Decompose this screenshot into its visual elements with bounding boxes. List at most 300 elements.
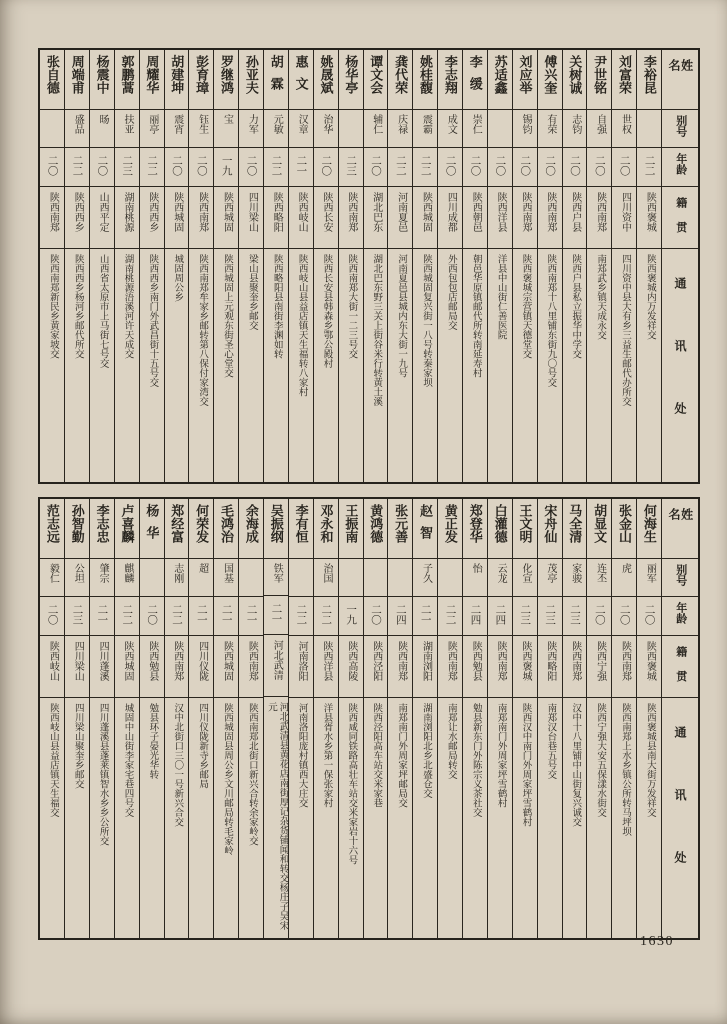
person-age: 二一: [90, 597, 114, 636]
person-age: 二〇: [513, 148, 537, 187]
person-native-place: 陕西长安: [314, 187, 338, 249]
person-entry: [139, 499, 164, 938]
person-name: 何海生: [637, 499, 661, 559]
person-entry: [263, 499, 288, 938]
person-address: 南郑南门外周家坪邮局交: [396, 703, 407, 808]
person-age: 二〇: [587, 597, 611, 636]
person-name: 杨震中: [90, 50, 114, 110]
person-name: 范志远: [40, 499, 64, 559]
person-alias: 化宣: [513, 559, 537, 597]
person-name: 李缓: [463, 50, 487, 110]
person-address: 湖南桃源浯溪河许天成交: [122, 254, 133, 359]
header-age: 年龄: [662, 597, 698, 636]
person-alias: 志刚: [165, 559, 189, 597]
person-native-place: 湖北巴东: [364, 187, 388, 249]
person-entry: [313, 50, 338, 482]
person-name: 周耀华: [140, 50, 164, 110]
person-address: 四川仪陇新寺乡邮局: [197, 703, 208, 789]
person-age: 二〇: [538, 148, 562, 187]
person-native-place: 陕西南郑: [538, 187, 562, 249]
person-entry: [288, 499, 313, 938]
person-address: 四川资中县大有乡三益生邮代办所交: [619, 254, 630, 406]
person-alias: [140, 559, 164, 597]
person-name: 吴振纲: [264, 499, 288, 559]
person-alias: [289, 559, 313, 597]
table-header-column: [661, 499, 698, 938]
person-native-place: 河南夏邑: [388, 187, 412, 249]
person-address: 陕西褒城宗营镇天德堂交: [520, 254, 531, 359]
person-entry: [487, 50, 512, 482]
person-entry: [412, 499, 437, 938]
person-entry: [40, 499, 64, 938]
person-age: 二〇: [364, 597, 388, 636]
person-alias: 毅仁: [40, 559, 64, 597]
table-header-column: [661, 50, 698, 482]
person-entry: [64, 50, 89, 482]
person-alias: 扶亚: [115, 110, 139, 148]
person-entry: [313, 499, 338, 938]
person-address: 洋县中山街仁善医院: [495, 254, 506, 340]
person-address: 陕西岐山县益店镇天生福转八家村: [296, 254, 307, 397]
person-name: 郑经富: [165, 499, 189, 559]
person-entry: [586, 50, 611, 482]
header-address: 通讯处: [673, 277, 687, 465]
person-address: 陕西西乡杨河乡邮代所交: [72, 254, 83, 359]
person-name: 张元善: [388, 499, 412, 559]
person-address: 陕西南郑北街口新兴合转余家岭交: [246, 703, 257, 846]
person-native-place: 河南洛阳: [289, 636, 313, 698]
person-age: 二二: [438, 597, 462, 636]
person-age: 二〇: [488, 148, 512, 187]
person-name: 邓永和: [314, 499, 338, 559]
person-name: 黄正发: [438, 499, 462, 559]
person-name: 张金山: [612, 499, 636, 559]
person-native-place: 陕西城固: [115, 636, 139, 698]
person-age: 二四: [463, 597, 487, 636]
person-address: 陕西褒城县南大街万发祥交: [644, 703, 655, 817]
person-native-place: 陕西南郑: [488, 636, 512, 698]
person-entry: [387, 499, 412, 938]
person-native-place: 四川仪陇: [189, 636, 213, 698]
person-address: 南郑汉台巷五号交: [545, 703, 556, 779]
person-alias: 辅仁: [364, 110, 388, 148]
person-entry: [387, 50, 412, 482]
person-name: 王文明: [513, 499, 537, 559]
person-age: 二一: [214, 597, 238, 636]
person-alias: 肇宗: [90, 559, 114, 597]
person-alias: 国基: [214, 559, 238, 597]
person-name: 毛鸿治: [214, 499, 238, 559]
person-entry: [238, 499, 263, 938]
person-age: 二二: [388, 148, 412, 187]
person-address: 陕西西乡南门外武昌街十五号交: [147, 254, 158, 387]
person-age: 二二: [115, 597, 139, 636]
person-entry: [487, 499, 512, 938]
person-alias: 子久: [413, 559, 437, 597]
person-age: 二〇: [637, 597, 661, 636]
person-name: 刘富荣: [612, 50, 636, 110]
person-alias: 丽军: [637, 559, 661, 597]
person-native-place: 陕西城固: [214, 187, 238, 249]
person-name: 李裕昆: [637, 50, 661, 110]
person-age: 二二: [65, 148, 89, 187]
person-address: 湖北巴东野三关上街谷米行转黄土溪: [371, 254, 382, 406]
person-age: 二〇: [612, 148, 636, 187]
person-alias: 庆禄: [388, 110, 412, 148]
person-address: 南郑南门外周家坪雪鹤村: [495, 703, 506, 808]
person-address: 河南洛阳庞村镇西大庄交: [296, 703, 307, 808]
person-alias: 锡钧: [513, 110, 537, 148]
person-entry: [562, 499, 587, 938]
person-age: 二〇: [612, 597, 636, 636]
person-name: 孙亚夫: [239, 50, 263, 110]
person-entry: [288, 50, 313, 482]
person-entry: [40, 50, 64, 482]
person-native-place: 陕西岐山: [289, 187, 313, 249]
person-age: 二〇: [364, 148, 388, 187]
person-native-place: 四川梁山: [65, 636, 89, 698]
person-address: 南郑武乡镇天成永交: [595, 254, 606, 340]
person-age: 二〇: [463, 148, 487, 187]
person-age: 二〇: [90, 148, 114, 187]
person-address: 朝邑华原镇邮代所转南延寿村: [470, 254, 481, 378]
person-entry: [512, 499, 537, 938]
header-native: 籍贯: [662, 636, 698, 698]
person-address: 梁山县聚奎乡邮交: [246, 254, 257, 330]
person-entry: [114, 50, 139, 482]
person-alias: 力军: [239, 110, 263, 148]
person-name: 彭育璋: [189, 50, 213, 110]
person-age: 二〇: [438, 148, 462, 187]
person-entry: [89, 499, 114, 938]
person-age: 二二: [637, 148, 661, 187]
person-alias: [438, 559, 462, 597]
person-native-place: 陕西泾阳: [364, 636, 388, 698]
header-alias: 别号: [662, 559, 698, 597]
header-native: 籍贯: [662, 187, 698, 249]
person-native-place: 陕西南郑: [587, 187, 611, 249]
person-alias: 连丕: [587, 559, 611, 597]
person-native-place: 陕西户县: [563, 187, 587, 249]
person-age: 二一: [289, 148, 313, 187]
person-name: 惠文: [289, 50, 313, 110]
person-entry: [89, 50, 114, 482]
person-entry: [139, 50, 164, 482]
person-native-place: 陕西城固: [413, 187, 437, 249]
person-name: 胡霖: [264, 50, 288, 110]
person-native-place: 陕西岐山: [40, 636, 64, 698]
person-age: 二三: [115, 148, 139, 187]
person-name: 苏适鑫: [488, 50, 512, 110]
person-name: 郑登华: [463, 499, 487, 559]
person-native-place: 陕西略阳: [538, 636, 562, 698]
person-alias: [40, 110, 64, 148]
person-entry: [164, 50, 189, 482]
person-name: 罗继鸿: [214, 50, 238, 110]
directory-table-top: [38, 48, 700, 484]
person-age: 二三: [65, 597, 89, 636]
person-address: 陕西南郑十八里铺东街九〇号交: [545, 254, 556, 387]
person-alias: 世权: [612, 110, 636, 148]
person-alias: 治华: [314, 110, 338, 148]
person-age: 二〇: [189, 148, 213, 187]
person-address: 四川梁山聚奎乡邮交: [72, 703, 83, 789]
person-age: 二二: [289, 597, 313, 636]
person-address: 陕西户县私立振华中学交: [570, 254, 581, 359]
person-alias: 怡: [463, 559, 487, 597]
person-alias: 宝: [214, 110, 238, 148]
person-name: 余海成: [239, 499, 263, 559]
person-alias: 铁军: [264, 559, 288, 597]
person-native-place: 四川蓬溪: [90, 636, 114, 698]
person-native-place: 陕西南郑: [612, 636, 636, 698]
header-address: 通讯处: [673, 726, 687, 914]
person-age: 二一: [239, 597, 263, 636]
person-address: 勉县新东门外陈宗义茶社交: [470, 703, 481, 817]
person-name: 白灌德: [488, 499, 512, 559]
person-native-place: 陕西朝邑: [463, 187, 487, 249]
person-entry: [363, 499, 388, 938]
person-name: 李有恒: [289, 499, 313, 559]
person-native-place: 陕西褒城: [637, 636, 661, 698]
person-age: 二〇: [563, 148, 587, 187]
person-alias: 公坦: [65, 559, 89, 597]
person-address: 城固周公乡: [172, 254, 183, 302]
person-entry: [363, 50, 388, 482]
person-alias: [239, 559, 263, 597]
person-age: 二二: [413, 148, 437, 187]
person-native-place: 陕西褒城: [637, 187, 661, 249]
person-entry: [537, 50, 562, 482]
person-address: 汉中十八里铺中山街复兴诚交: [570, 703, 581, 827]
person-entry: [188, 499, 213, 938]
person-native-place: 陕西南郑: [40, 187, 64, 249]
person-address: 陕西汉中南门外周家坪雪鹤村: [520, 703, 531, 827]
person-age: 二二: [165, 597, 189, 636]
person-alias: 有荣: [538, 110, 562, 148]
person-entry: [611, 50, 636, 482]
person-address: 河南夏邑县城内东大街一九号: [396, 254, 407, 378]
person-age: 二四: [488, 597, 512, 636]
person-native-place: 陕西南郑: [339, 187, 363, 249]
person-alias: 钰生: [189, 110, 213, 148]
person-name: 李志翔: [438, 50, 462, 110]
person-name: 姚晟斌: [314, 50, 338, 110]
person-entry: [263, 50, 288, 482]
person-entry: [437, 50, 462, 482]
person-name: 胡建坤: [165, 50, 189, 110]
person-name: 杨华: [140, 499, 164, 559]
person-address: 陕西长安县韩森乡鄂公殿村: [321, 254, 332, 368]
person-name: 李志忠: [90, 499, 114, 559]
person-address: 陕西城固县周公乡文川邮局转毛家岭: [221, 703, 232, 855]
person-alias: [488, 110, 512, 148]
person-alias: 麒麟: [115, 559, 139, 597]
person-entry: [213, 50, 238, 482]
person-age: 二三: [538, 597, 562, 636]
person-name: 胡显文: [587, 499, 611, 559]
person-age: 二四: [388, 597, 412, 636]
person-alias: 云龙: [488, 559, 512, 597]
person-address: 陕西南郑牟家乡邮转第八保付家湾交: [197, 254, 208, 406]
person-entry: [512, 50, 537, 482]
person-address: 陕西南郑大街一二三号交: [346, 254, 357, 359]
person-address: 勉县环子晏光华转: [147, 703, 158, 779]
person-entry: [238, 50, 263, 482]
person-alias: 盛品: [65, 110, 89, 148]
person-native-place: 陕西高陵: [339, 636, 363, 698]
person-native-place: 陕西洋县: [488, 187, 512, 249]
person-name: 姚桂馥: [413, 50, 437, 110]
person-name: 杨华亭: [339, 50, 363, 110]
page-number: 1630: [640, 934, 674, 949]
person-entry: [412, 50, 437, 482]
person-address: 洋县胥水乡第一保张家村: [321, 703, 332, 808]
person-native-place: 陕西勉县: [463, 636, 487, 698]
person-address: 陕西咸同铁路高壮车站交米家岩十六号: [346, 703, 357, 865]
person-native-place: 陕西南郑: [438, 636, 462, 698]
person-name: 郭鹏蒿: [115, 50, 139, 110]
person-age: 二〇: [40, 597, 64, 636]
person-age: 二一: [264, 596, 288, 635]
person-entry: [611, 499, 636, 938]
person-entry: [213, 499, 238, 938]
person-name: 尹世铭: [587, 50, 611, 110]
person-address: 陕西宁强大安五保漾水街交: [595, 703, 606, 817]
person-name: 孙智勤: [65, 499, 89, 559]
person-alias: 志钧: [563, 110, 587, 148]
header-age: 年龄: [662, 148, 698, 187]
person-native-place: 陕西城固: [165, 187, 189, 249]
person-alias: [637, 110, 661, 148]
person-address: 汉中北街口三〇一号新兴合交: [172, 703, 183, 827]
person-age: 二〇: [239, 148, 263, 187]
person-name: 王振南: [339, 499, 363, 559]
person-name: 何荣发: [189, 499, 213, 559]
person-address: 陕西泾阳高车站交米家巷: [371, 703, 382, 808]
person-native-place: 湖南浏阳: [413, 636, 437, 698]
person-address: 南郑让水邮局转交: [445, 703, 456, 779]
person-name: 关树诚: [563, 50, 587, 110]
person-entry: [562, 50, 587, 482]
person-address: 陕西城固复兴街一八号转秦家坝: [420, 254, 431, 387]
person-name: 周端甫: [65, 50, 89, 110]
person-age: 二〇: [40, 148, 64, 187]
person-native-place: 陕西勉县: [140, 636, 164, 698]
person-age: 二一: [413, 597, 437, 636]
person-alias: 自强: [587, 110, 611, 148]
person-age: 二三: [339, 148, 363, 187]
person-age: 二〇: [587, 148, 611, 187]
person-native-place: 陕西西乡: [140, 187, 164, 249]
person-address: 陕西南郑上水乡镇公所转马坪坝: [619, 703, 630, 836]
person-entry: [537, 499, 562, 938]
person-address: 陕西岐山县益店镇天生福交: [47, 703, 58, 817]
person-native-place: 陕西洋县: [314, 636, 338, 698]
person-native-place: 四川梁山: [239, 187, 263, 249]
person-entry: [437, 499, 462, 938]
person-native-place: 陕西略阳: [264, 187, 288, 249]
person-age: 二〇: [314, 148, 338, 187]
person-address: 陕西城固上元观东街圣心堂交: [221, 254, 232, 378]
person-alias: [388, 559, 412, 597]
person-entry: [636, 499, 661, 938]
person-alias: [364, 559, 388, 597]
person-alias: 超: [189, 559, 213, 597]
person-alias: 元敏: [264, 110, 288, 148]
person-alias: 虎: [612, 559, 636, 597]
person-alias: 丽亭: [140, 110, 164, 148]
header-alias: 别号: [662, 110, 698, 148]
person-native-place: 陕西西乡: [65, 187, 89, 249]
person-name: 马全清: [563, 499, 587, 559]
person-entry: [188, 50, 213, 482]
person-native-place: 山西平定: [90, 187, 114, 249]
person-native-place: 陕西城固: [214, 636, 238, 698]
person-age: 一九: [339, 597, 363, 636]
person-alias: 茂亭: [538, 559, 562, 597]
header-name: 姓名: [662, 50, 698, 110]
person-native-place: 四川成都: [438, 187, 462, 249]
person-name: 谭文会: [364, 50, 388, 110]
person-entry: [338, 499, 363, 938]
person-native-place: 湖南桃源: [115, 187, 139, 249]
person-alias: 治国: [314, 559, 338, 597]
person-name: 宋舟仙: [538, 499, 562, 559]
person-address: 山西省太原市上马街七号交: [97, 254, 108, 368]
person-age: 二〇: [165, 148, 189, 187]
person-entry: [636, 50, 661, 482]
person-alias: 家骏: [563, 559, 587, 597]
person-entry: [114, 499, 139, 938]
person-address: 陕西褒城内万发祥交: [644, 254, 655, 340]
person-entry: [64, 499, 89, 938]
person-entry: [462, 499, 487, 938]
person-address: 陕西南郑新民乡黄家坡交: [47, 254, 58, 359]
person-name: 张自德: [40, 50, 64, 110]
person-alias: 崇仁: [463, 110, 487, 148]
person-address: 湖南浏阳北乡北盛仓交: [420, 703, 431, 798]
person-native-place: 陕西南郑: [388, 636, 412, 698]
person-address: 外西包包店邮局交: [445, 254, 456, 330]
person-address: 陕西略阳县南街李渊如转: [271, 254, 282, 359]
person-age: 二三: [563, 597, 587, 636]
person-entry: [164, 499, 189, 938]
person-alias: 汉章: [289, 110, 313, 148]
person-native-place: 陕西宁强: [587, 636, 611, 698]
person-name: 黄鸿德: [364, 499, 388, 559]
person-native-place: 河北武清: [264, 635, 288, 697]
person-native-place: 陕西南郑: [513, 187, 537, 249]
person-native-place: 陕西褒城: [513, 636, 537, 698]
person-age: 二二: [314, 597, 338, 636]
person-name: 卢喜麟: [115, 499, 139, 559]
person-age: 二二: [264, 148, 288, 187]
person-alias: 成文: [438, 110, 462, 148]
person-alias: 震霸: [413, 110, 437, 148]
person-native-place: 陕西南郑: [563, 636, 587, 698]
person-name: 龚代荣: [388, 50, 412, 110]
person-address: 河北武清县黄花店南街厚记杂货铺闻和转交杨庄子吴宋元: [265, 701, 288, 930]
person-age: 二一: [189, 597, 213, 636]
person-alias: [339, 110, 363, 148]
person-native-place: 陕西南郑: [189, 187, 213, 249]
person-alias: 震宵: [165, 110, 189, 148]
person-address: 四川蓬溪县蓬莱镇智水乡乡公所交: [97, 703, 108, 846]
person-alias: [339, 559, 363, 597]
person-name: 傅兴奎: [538, 50, 562, 110]
person-name: 刘应举: [513, 50, 537, 110]
